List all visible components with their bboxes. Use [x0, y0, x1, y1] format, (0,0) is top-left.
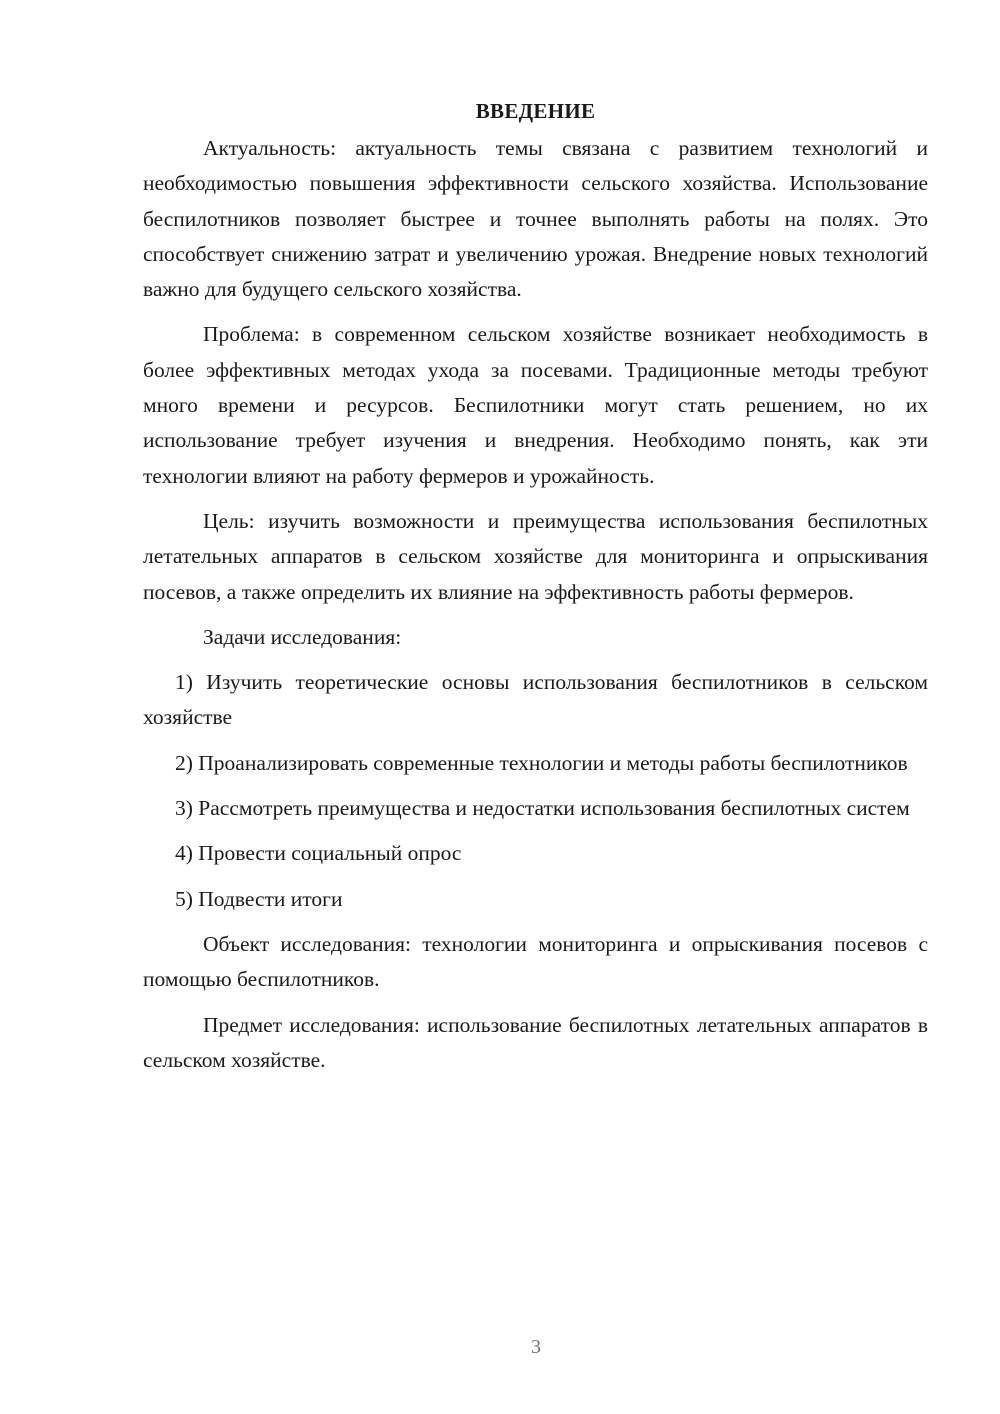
paragraph-relevance: Актуальность: актуальность темы связана с развитием технологий и необходимостью повышения эффективности сельского хозяйства. Использование беспилотников позволяет быстрее и точнее выполнять работы на полях. Это способствует снижению затрат и увеличению урожая. Внедрение новых технологий важно для будущего сельского хозяйства.	[143, 136, 928, 302]
paragraph-subject: Предмет исследования: использование беспилотных летательных аппаратов в сельском хозяйстве.	[143, 1012, 928, 1072]
paragraph-problem: Проблема: в современном сельском хозяйстве возникает необходимость в более эффективных методах ухода за посевами. Традиционные методы требуют много времени и ресурсов. Беспилотники могут стать решением, но их использование требует изучения и внедрения. Необходимо понять, как эти технологии влияют на работу фермеров и урожайность.	[143, 322, 928, 488]
tasks-heading: Задачи исследования:	[203, 624, 402, 649]
task-item-5: 5) Подвести итоги	[175, 886, 343, 911]
document-body	[143, 94, 928, 1088]
paragraph-goal: Цель: изучить возможности и преимущества использования беспилотных летательных аппаратов в сельском хозяйстве для мониторинга и опрыскивания посевов, а также определить их влияние на эффективность работы фермеров.	[143, 508, 928, 604]
task-item-1: 1) Изучить теоретические основы использования беспилотников в сельском хозяйстве	[143, 670, 928, 730]
task-item-4: 4) Провести социальный опрос	[175, 841, 462, 866]
section-title: ВВЕДЕНИЕ	[475, 99, 596, 123]
task-item-2: 2) Проанализировать современные технологии и методы работы беспилотников	[175, 750, 908, 775]
task-item-3: 3) Рассмотреть преимущества и недостатки использования беспилотных систем	[175, 796, 910, 821]
paragraph-object: Объект исследования: технологии мониторинга и опрыскивания посевов с помощью беспилотников.	[143, 931, 928, 992]
page-number: 3	[531, 1336, 541, 1358]
